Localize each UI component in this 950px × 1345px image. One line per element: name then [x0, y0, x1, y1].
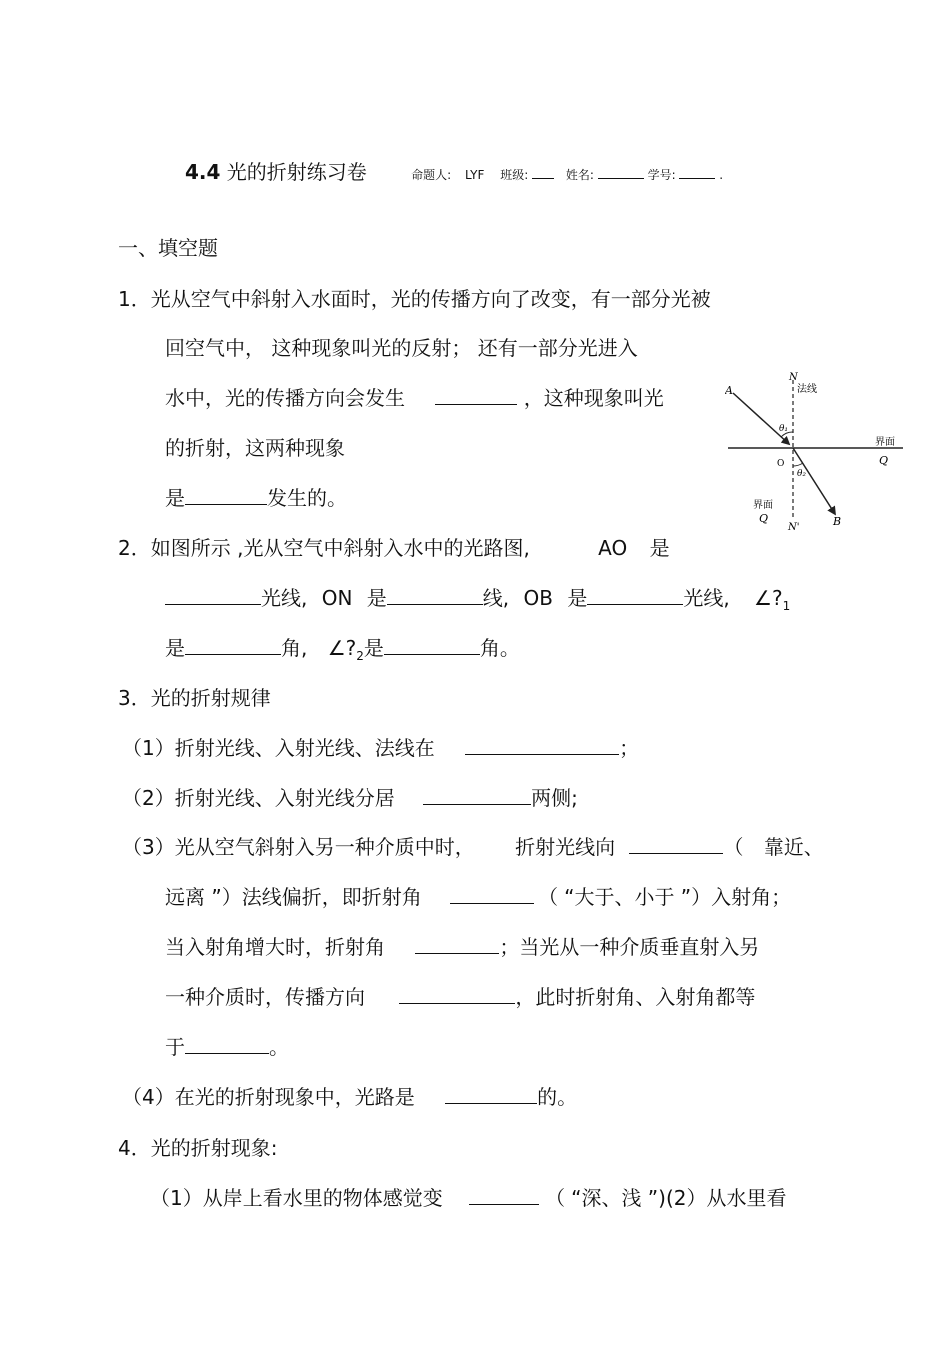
q1-line-3-text-a: 水中，光的传播方向会发生	[165, 386, 405, 410]
q3-part-3-line-3: 当入射角增大时，折射角 ；当光从一种介质垂直射入另	[165, 935, 760, 959]
q2-l2-f: 是	[567, 586, 588, 610]
q2-blank-3[interactable]	[587, 586, 683, 605]
q3-part-3-line-1: （3）光从空气斜射入另一种介质中时， 折射光线向 （ 靠近、	[122, 835, 824, 859]
label-N-prime: N'	[788, 522, 800, 533]
label-Q-right: Q	[879, 454, 889, 467]
q3-blank-1[interactable]	[465, 736, 619, 755]
q2-blank-4[interactable]	[185, 636, 281, 655]
q3-part-3-line-2: 远离 ”）法线偏折，即折射角 （ “大于、小于 ”）入射角；	[165, 885, 792, 909]
q3-blank-8[interactable]	[445, 1085, 537, 1104]
label-interface-right: 界面	[875, 437, 895, 448]
q2-l3-a: 是	[165, 636, 185, 660]
q2-l2-c: 是	[366, 586, 387, 610]
q3-part-2: （2）折射光线、入射光线分居 两侧;	[122, 786, 578, 810]
class-label: 班级:	[500, 168, 529, 182]
q2-angle-1: $\angle?_1$	[754, 586, 791, 613]
q3-blank-6[interactable]	[399, 985, 515, 1004]
q2-AO: AO	[598, 536, 628, 560]
q1-line-2: 回空气中， 这种现象叫光的反射； 还有一部分光进入	[165, 336, 638, 360]
class-blank[interactable]	[532, 167, 554, 179]
q1-blank-2[interactable]	[185, 486, 267, 505]
name-label: 姓名:	[565, 168, 594, 182]
end-dot: .	[719, 168, 724, 182]
q2-l2-a: 光线,	[261, 586, 308, 610]
q2-l2-g: 光线,	[683, 586, 730, 610]
label-theta2: θ₂	[797, 469, 807, 479]
label-B: B	[833, 515, 842, 528]
q2-blank-5[interactable]	[384, 636, 480, 655]
q2-is: 是	[649, 536, 670, 560]
q3-blank-3[interactable]	[629, 835, 723, 854]
author-label: 命题人:	[411, 168, 452, 182]
id-label: 学号:	[647, 168, 676, 182]
q3-blank-4[interactable]	[450, 885, 534, 904]
label-N: N	[789, 372, 798, 383]
q2-l3-d: 是	[363, 636, 384, 660]
q3-title: 3．光的折射规律	[118, 686, 271, 710]
name-blank[interactable]	[598, 167, 644, 179]
angle-2-arc	[793, 463, 803, 466]
q3-blank-7[interactable]	[185, 1035, 269, 1054]
q1-line-1: 1．光从空气中斜射入水面时，光的传播方向了改变，有一部分光被	[118, 287, 711, 311]
label-Q-left: Q	[759, 512, 769, 525]
q2-line-1	[118, 536, 670, 560]
q1-line-3-text-b: ，这种现象叫光	[523, 386, 664, 410]
q2-line-2	[165, 586, 790, 618]
q4-part-1: （1）从岸上看水里的物体感觉变 （ “深、浅 ”)(2）从水里看	[150, 1186, 787, 1210]
q3-blank-2[interactable]	[423, 786, 531, 805]
label-A: A	[725, 384, 733, 397]
label-normal: 法线	[797, 384, 817, 395]
q2-line-3	[165, 636, 520, 668]
title-number: 4.4	[185, 160, 221, 184]
refraction-diagram	[725, 368, 905, 533]
q2-blank-2[interactable]	[387, 586, 483, 605]
label-O: O	[777, 459, 785, 469]
label-interface-left: 界面	[753, 500, 773, 511]
q4-title: 4．光的折射现象:	[118, 1136, 278, 1160]
q1-line-3	[165, 386, 664, 410]
q3-part-3-line-4: 一种介质时，传播方向 ，此时折射角、入射角都等	[165, 985, 756, 1009]
q2-blank-1[interactable]	[165, 586, 261, 605]
q2-l3-e: 角。	[479, 636, 520, 660]
header-meta	[411, 168, 723, 182]
q3-blank-5[interactable]	[415, 935, 499, 954]
q2-l3-b: 角,	[281, 636, 308, 660]
q3-part-4: （4）在光的折射现象中，光路是 的。	[122, 1085, 578, 1109]
q1-line-4: 的折射，这两种现象	[165, 436, 345, 460]
section-heading: 一、填空题	[118, 236, 218, 260]
q3-part-1: （1）折射光线、入射光线、法线在 ；	[122, 736, 640, 760]
q2-l2-d: 线,	[482, 586, 510, 610]
q2-angle-2: $\angle?_2$	[327, 636, 364, 663]
q1-blank-1[interactable]	[435, 386, 517, 405]
q2-line-1-text: 2．如图所示 ,光从空气中斜射入水中的光路图,	[118, 536, 530, 560]
q1-line-5-text-b: 发生的。	[267, 486, 347, 510]
label-theta1: θ₁	[779, 424, 789, 434]
q3-part-3-line-5: 于 。	[165, 1035, 289, 1059]
title-text: 光的折射练习卷	[226, 160, 367, 184]
author-name: LYF	[465, 168, 485, 182]
id-blank[interactable]	[679, 167, 715, 179]
page-title	[185, 160, 723, 187]
q2-ON: ON	[321, 586, 353, 610]
q1-line-5-text-a: 是	[165, 486, 185, 510]
incident-ray	[733, 393, 789, 444]
refracted-ray	[793, 448, 835, 514]
q4-blank-1[interactable]	[469, 1186, 539, 1205]
q2-OB: OB	[523, 586, 553, 610]
q1-line-5	[165, 486, 347, 510]
